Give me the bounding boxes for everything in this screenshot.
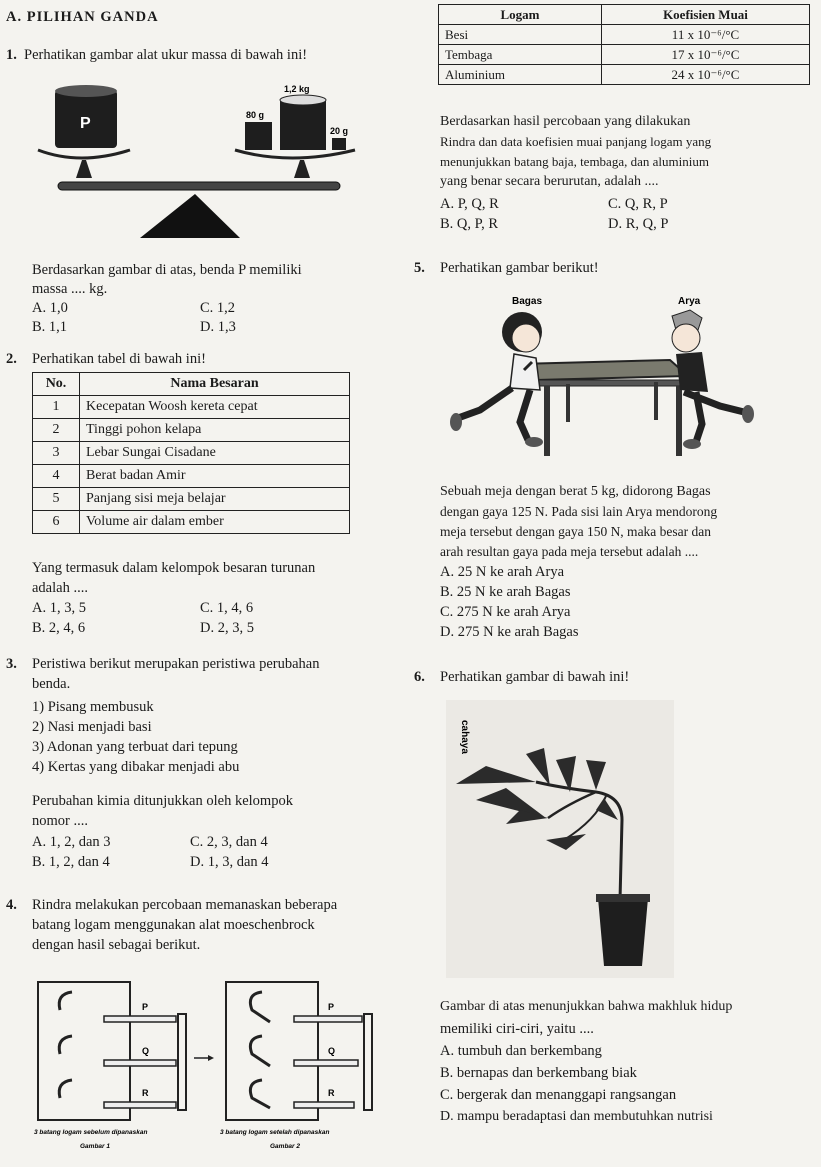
q3-number: 3. bbox=[6, 656, 17, 672]
q4-text-3: menunjukkan batang baja, tembaga, dan aluminium bbox=[440, 154, 709, 169]
label-arya: Arya bbox=[678, 296, 701, 307]
q2-number: 2. bbox=[6, 351, 17, 367]
fig1-label-q: Q bbox=[142, 1046, 150, 1056]
q6-option-a[interactable]: A. tumbuh dan berkembang bbox=[440, 1043, 602, 1059]
q3-item-4: 4) Kertas yang dibakar menjadi abu bbox=[32, 759, 240, 775]
q3-option-c[interactable]: C. 2, 3, dan 4 bbox=[190, 834, 268, 850]
cell-no: 2 bbox=[33, 419, 80, 442]
q1-option-c[interactable]: C. 1,2 bbox=[200, 300, 236, 316]
cell-no: 1 bbox=[33, 396, 80, 419]
q2-stem: Perhatikan tabel di bawah ini! bbox=[32, 351, 206, 367]
fig2-title: Gambar 2 bbox=[270, 1143, 300, 1150]
q2-option-b[interactable]: B. 2, 4, 6 bbox=[32, 620, 86, 636]
q4-text-1: Berdasarkan hasil percobaan yang dilakukan bbox=[440, 114, 691, 129]
fig1-caption: 3 batang logam sebelum dipanaskan bbox=[34, 1129, 148, 1136]
coef-header: Koefisien Muai bbox=[602, 5, 810, 25]
q3-stem-2: benda. bbox=[32, 676, 71, 692]
q2-option-d[interactable]: D. 2, 3, 5 bbox=[200, 620, 254, 636]
table-row bbox=[439, 25, 810, 45]
q1-option-a[interactable]: A. 1,0 bbox=[32, 300, 68, 316]
q5-option-a[interactable]: A. 25 N ke arah Arya bbox=[440, 564, 565, 580]
cell-coef: 24 x 10⁻⁶/°C bbox=[602, 65, 810, 85]
fig1-label-r: R bbox=[142, 1088, 149, 1098]
q2-text-1: Yang termasuk dalam kelompok besaran turunan bbox=[32, 560, 316, 576]
q6-option-d[interactable]: D. mampu beradaptasi dan membutuhkan nutrisi bbox=[440, 1109, 713, 1124]
table-row bbox=[33, 465, 350, 488]
q4-option-a[interactable]: A. P, Q, R bbox=[440, 196, 499, 212]
q5-option-c[interactable]: C. 275 N ke arah Arya bbox=[440, 604, 571, 620]
balance-beam bbox=[58, 182, 340, 190]
q2-option-c[interactable]: C. 1, 4, 6 bbox=[200, 600, 254, 616]
q5-text-3: meja tersebut dengan gaya 150 N, maka besar dan bbox=[440, 524, 712, 539]
weight-20g-label: 20 g bbox=[330, 126, 349, 136]
q3-option-a[interactable]: A. 1, 2, dan 3 bbox=[32, 834, 111, 850]
q2-option-a[interactable]: A. 1, 3, 5 bbox=[32, 600, 86, 616]
q5-text-4: arah resultan gaya pada meja tersebut adalah .... bbox=[440, 544, 699, 559]
q2-header-no: No. bbox=[33, 373, 80, 396]
cell-no: 5 bbox=[33, 488, 80, 511]
cell-logam: Aluminium bbox=[439, 65, 602, 85]
q5-text-1: Sebuah meja dengan berat 5 kg, didorong Bagas bbox=[440, 484, 711, 499]
q3-stem-1: Peristiwa berikut merupakan peristiwa perubahan bbox=[32, 656, 320, 672]
q5-number: 5. bbox=[414, 260, 425, 276]
q5-option-b[interactable]: B. 25 N ke arah Bagas bbox=[440, 584, 571, 600]
fulcrum bbox=[140, 194, 240, 238]
cell-name: Tinggi pohon kelapa bbox=[80, 419, 350, 442]
weight-80g-label: 80 g bbox=[246, 110, 265, 120]
q2-table bbox=[32, 372, 350, 534]
fig2-label-p: P bbox=[328, 1002, 335, 1012]
q4-option-b[interactable]: B. Q, P, R bbox=[440, 216, 499, 232]
q2-header-name: Nama Besaran bbox=[80, 373, 350, 396]
q4-stem-1: Rindra melakukan percobaan memanaskan beberapa bbox=[32, 897, 338, 913]
q5-stem: Perhatikan gambar berikut! bbox=[440, 260, 599, 276]
q5-option-d[interactable]: D. 275 N ke arah Bagas bbox=[440, 624, 579, 640]
fig2-label-q: Q bbox=[328, 1046, 336, 1056]
weight-1-2kg-label: 1,2 kg bbox=[284, 84, 310, 94]
q6-option-b[interactable]: B. bernapas dan berkembang biak bbox=[440, 1065, 637, 1081]
q6-text-2: memiliki ciri-ciri, yaitu .... bbox=[440, 1021, 594, 1037]
fig1-label-p: P bbox=[142, 1002, 149, 1012]
section-title: A. PILIHAN GANDA bbox=[6, 9, 159, 25]
table-row bbox=[439, 45, 810, 65]
q3-option-d[interactable]: D. 1, 3, dan 4 bbox=[190, 854, 269, 870]
q6-text-1: Gambar di atas menunjukkan bahwa makhluk hidup bbox=[440, 999, 733, 1014]
table-row bbox=[33, 442, 350, 465]
q4-number: 4. bbox=[6, 897, 17, 913]
table-row bbox=[33, 396, 350, 419]
q4-stem-3: dengan hasil sebagai berikut. bbox=[32, 937, 201, 953]
table-row bbox=[33, 488, 350, 511]
fig2-label-r: R bbox=[328, 1088, 335, 1098]
weight-20g bbox=[332, 138, 346, 150]
weight-80g bbox=[245, 122, 272, 150]
cell-no: 4 bbox=[33, 465, 80, 488]
q4-moeschenbrock-figure bbox=[30, 980, 400, 1162]
q3-option-b[interactable]: B. 1, 2, dan 4 bbox=[32, 854, 110, 870]
table-row bbox=[439, 65, 810, 85]
q3-text-1: Perubahan kimia ditunjukkan oleh kelompok bbox=[32, 793, 293, 809]
q3-text-2: nomor .... bbox=[32, 813, 88, 829]
logam-header: Logam bbox=[439, 5, 602, 25]
q4-text-4: yang benar secara berurutan, adalah .... bbox=[440, 174, 659, 189]
q1-text-1: Berdasarkan gambar di atas, benda P memiliki bbox=[32, 262, 302, 278]
label-bagas: Bagas bbox=[512, 296, 543, 307]
q4-logam-table bbox=[438, 4, 810, 85]
q6-number: 6. bbox=[414, 669, 425, 685]
left-pan bbox=[38, 150, 130, 158]
cell-logam: Tembaga bbox=[439, 45, 602, 65]
q6-plant-figure bbox=[446, 700, 674, 978]
q5-push-table-figure bbox=[440, 288, 780, 478]
cell-name: Lebar Sungai Cisadane bbox=[80, 442, 350, 465]
q1-balance-figure bbox=[30, 78, 370, 238]
q1-option-d[interactable]: D. 1,3 bbox=[200, 319, 236, 335]
weight-1-2kg bbox=[280, 100, 326, 150]
q6-stem: Perhatikan gambar di bawah ini! bbox=[440, 669, 630, 685]
fig1-title: Gambar 1 bbox=[80, 1143, 110, 1150]
q1-text-2: massa .... kg. bbox=[32, 281, 108, 297]
q4-stem-2: batang logam menggunakan alat moeschenbrock bbox=[32, 917, 315, 933]
table-row bbox=[33, 511, 350, 534]
pushed-table bbox=[518, 360, 688, 380]
q1-option-b[interactable]: B. 1,1 bbox=[32, 319, 68, 335]
plant-pot bbox=[598, 898, 648, 966]
fig2-caption: 3 batang logam setelah dipanaskan bbox=[220, 1129, 330, 1136]
cell-name: Volume air dalam ember bbox=[80, 511, 350, 534]
q3-item-2: 2) Nasi menjadi basi bbox=[32, 719, 152, 735]
cell-name: Kecepatan Woosh kereta cepat bbox=[80, 396, 350, 419]
q3-item-3: 3) Adonan yang terbuat dari tepung bbox=[32, 739, 238, 755]
right-pan bbox=[235, 150, 355, 158]
cell-logam: Besi bbox=[439, 25, 602, 45]
table-row bbox=[33, 419, 350, 442]
q4-option-d[interactable]: D. R, Q, P bbox=[608, 216, 669, 232]
q5-text-2: dengan gaya 125 N. Pada sisi lain Arya mendorong bbox=[440, 504, 718, 519]
q4-text-2: Rindra dan data koefisien muai panjang logam yang bbox=[440, 134, 712, 149]
cell-name: Panjang sisi meja belajar bbox=[80, 488, 350, 511]
object-p-label: P bbox=[80, 115, 91, 132]
cell-no: 3 bbox=[33, 442, 80, 465]
q2-text-2: adalah .... bbox=[32, 580, 88, 596]
cell-coef: 17 x 10⁻⁶/°C bbox=[602, 45, 810, 65]
q4-option-c[interactable]: C. Q, R, P bbox=[608, 196, 668, 212]
q1-stem: Perhatikan gambar alat ukur massa di bawah ini! bbox=[24, 47, 308, 63]
cell-no: 6 bbox=[33, 511, 80, 534]
q6-option-c[interactable]: C. bergerak dan menanggapi rangsangan bbox=[440, 1087, 677, 1103]
light-label: cahaya bbox=[459, 720, 470, 754]
q3-item-1: 1) Pisang membusuk bbox=[32, 699, 154, 715]
cell-coef: 11 x 10⁻⁶/°C bbox=[602, 25, 810, 45]
cell-name: Berat badan Amir bbox=[80, 465, 350, 488]
q1-number: 1. bbox=[6, 47, 17, 63]
